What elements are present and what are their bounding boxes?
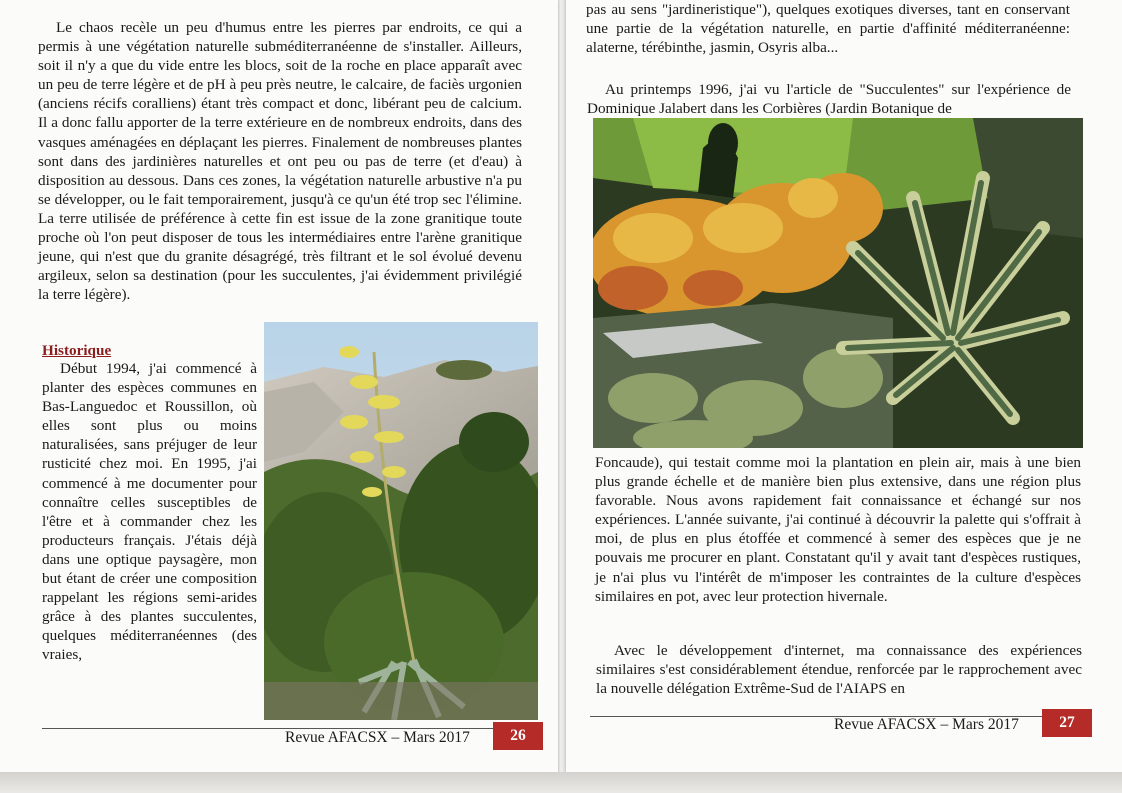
spring-paragraph-end: [595, 453, 1081, 606]
spring-paragraph-end-text: Foncaude), qui testait comme moi la plantation en plein air, mais à une bien plus grande échelle et de manière bien plus extensive, dans une région plus favorable. Nous avons rapidement fait connaissance et échangé sur nos expériences. L'année suivante, j'ai continué à découvrir la palette qui s'offrait à moi, de plus en plus étoffée et commencé à semer des espèces que je ne pouvais me procurer en plant. Constatant qu'il y avait tant d'espèces rustiques, je n'ai plus vu l'intérêt de m'imposer les contraintes de la culture d'espèces similaires en pot, avec leur protection hivernale.: [595, 454, 1081, 605]
agave-garden-photo: [593, 118, 1083, 448]
section-heading: Historique: [42, 342, 112, 359]
intro-paragraph-text: Le chaos recèle un peu d'humus entre les pierres par endroits, ce qui a permis à une végétation naturelle subméditerranéenne de s'installer. Ailleurs, soit il n'y a que du vide entre les blocs, soit de la roche en place apparaît avec un peu de terre légère et de pH à peu près neutre, le calcaire, de faciès urgonien (anciens récifs coralliens) étant très compact et donc, libérant peu de calcium. Il a donc fallu apporter de la terre extérieure en de nombreux endroits, dans des vasques aménagées en déplaçant les pierres. Finalement de nombreuses plantes sont dans des jardinières naturelles et ont peu ou pas de terre (et d'eau) à disposition au dessous. Dans ces zones, la végétation naturelle arbustive n'a pu se développer, ou le fait temporairement, jusqu'à ce qu'un été trop sec l'élimine. La terre utilisée de préférence à cette fin est issue de la zone granitique toute proche où l'on peut disposer de tous les intermédiaires entre l'arène granitique jeune, qui n'est que du granite désagrégé, très filtrant et le sol évolué devenu argileux, selon sa destination (pour les succulentes, j'ai évidemment privilégié la terre légère).: [38, 19, 522, 304]
internet-paragraph-text: Avec le développement d'internet, ma connaissance des expériences similaires s'est considérablement étendue, renforcée par le rapprochement avec la nouvelle délégation Extrême-Sud de l'AIAPS en: [596, 642, 1082, 698]
page-number-left: 26: [493, 722, 543, 750]
spring-paragraph-start-text: Au printemps 1996, j'ai vu l'article de "Succulentes" sur l'expérience de Dominique Jalabert dans les Corbières (Jardin Botanique de: [587, 81, 1071, 118]
footer-text-left: Revue AFACSX – Mars 2017: [285, 729, 470, 746]
top-paragraph-text: pas au sens "jardineristique"), quelques exotiques diverses, tant en conservant une partie de la végétation naturelle, en partie d'affinité méditerranéenne: alaterne, térébinthe, jasmin, Osyris alba...: [586, 1, 1070, 57]
footer-text-right: Revue AFACSX – Mars 2017: [834, 716, 1019, 733]
agave-flower-stalk-photo: [264, 322, 538, 720]
top-paragraph: [586, 0, 1070, 57]
scan-bottom-edge: [0, 772, 1122, 793]
internet-paragraph: [596, 641, 1082, 698]
left-page: [0, 0, 558, 772]
intro-paragraph: [38, 18, 522, 304]
spring-paragraph-start: [587, 80, 1071, 118]
right-page: [566, 0, 1122, 772]
page-number-right: 27: [1042, 709, 1092, 737]
history-paragraph: [42, 359, 257, 665]
history-paragraph-text: Début 1994, j'ai commencé à planter des espèces communes en Bas-Languedoc et Roussillon, où elles sont plus ou moins naturalisées, sans préjuger de leur rusticité chez moi. En 1995, j'ai commencé à me documenter pour connaître celles susceptibles de l'être et à commander chez les producteurs français. J'étais déjà dans une optique paysagère, mon but étant de créer une composition rappelant les régions semi-arides grâce à des plantes succulentes, quelques méditerranéennes (des vraies,: [42, 360, 257, 664]
